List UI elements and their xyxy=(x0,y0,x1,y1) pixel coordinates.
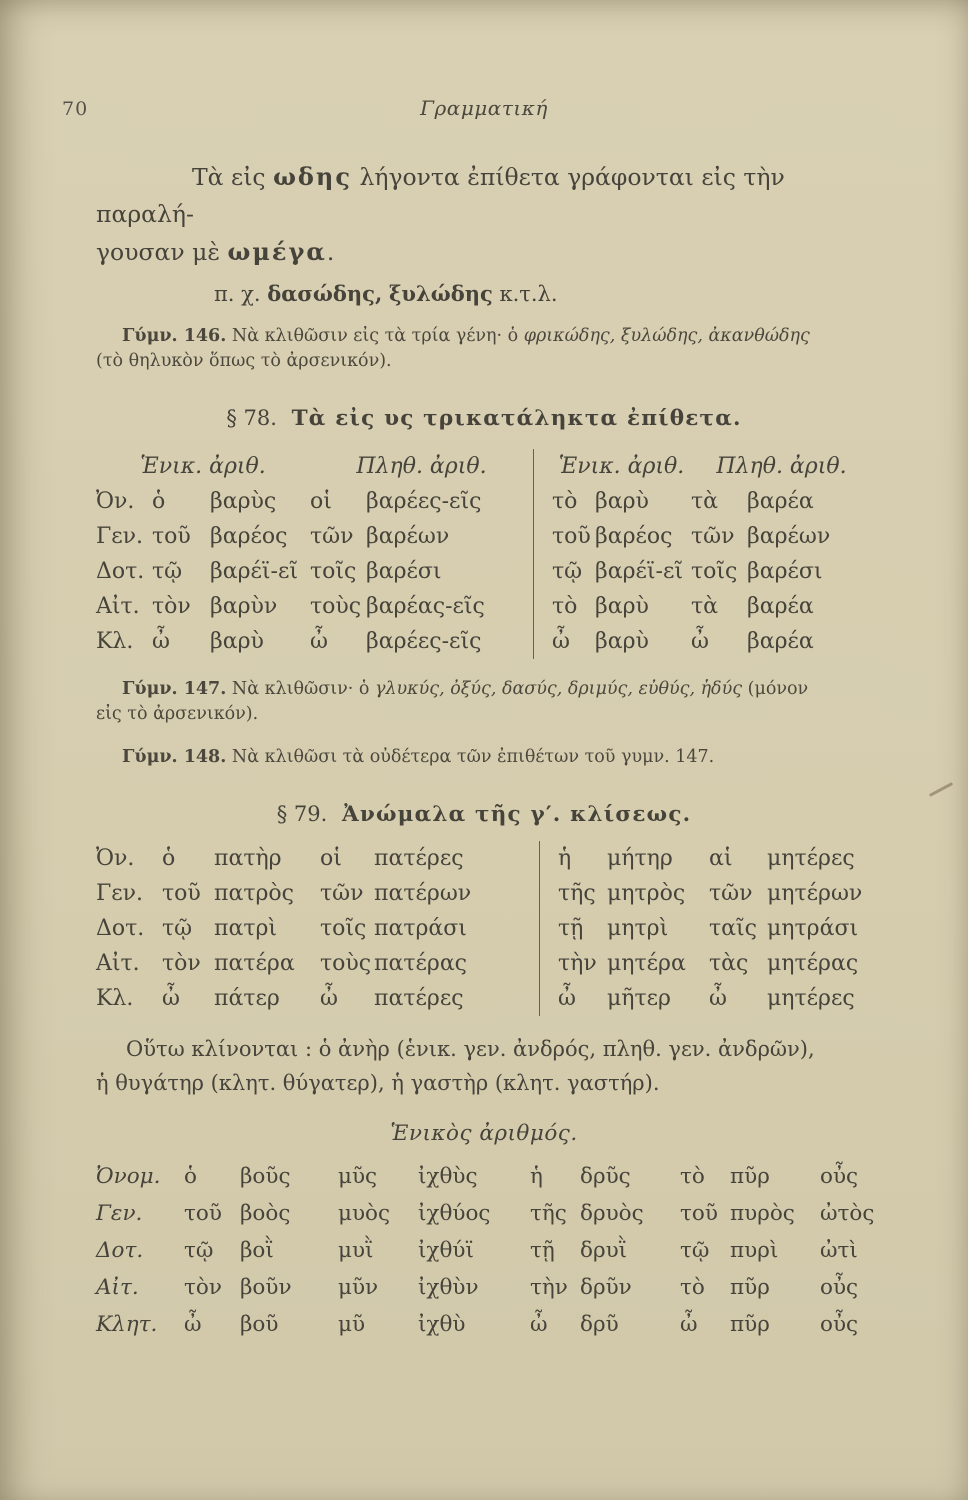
intro-paragraph xyxy=(96,158,872,271)
article: τὴν xyxy=(539,946,607,981)
form: βαρὺ xyxy=(595,629,649,654)
article: ὁ xyxy=(184,1164,197,1189)
section-number: § 78. xyxy=(226,406,277,430)
article: τῶν xyxy=(310,524,354,549)
form: βαρέος xyxy=(595,524,673,549)
article: ὦ xyxy=(320,986,338,1011)
table-78-header-row xyxy=(96,449,872,484)
form: δρυὸς xyxy=(580,1201,644,1226)
form: μητράσι xyxy=(767,916,859,941)
article: τῷ xyxy=(152,559,183,584)
form: πατέρες xyxy=(374,986,464,1011)
form: βαρέας-εῖς xyxy=(366,594,485,619)
article: ὦ xyxy=(162,986,180,1011)
case-label: Κλ. xyxy=(96,629,134,654)
form: δρῦς xyxy=(580,1164,631,1189)
form: μυὸς xyxy=(338,1201,391,1226)
running-header: Γραμματική xyxy=(420,96,548,120)
exercise-label: Γύμν. 148. xyxy=(122,747,227,767)
case-label: Δοτ. xyxy=(96,1238,144,1263)
singular-nouns-table xyxy=(96,1158,875,1343)
article: αἱ xyxy=(709,846,733,871)
table-row xyxy=(96,911,872,946)
form: μυῒ xyxy=(338,1238,374,1263)
case-label: Αἰτ. xyxy=(96,1275,139,1300)
article: τὸ xyxy=(680,1164,705,1189)
article: τὸ xyxy=(680,1275,705,1300)
table-row xyxy=(96,554,872,589)
table-row xyxy=(96,1158,872,1195)
article: τῷ xyxy=(162,916,193,941)
article: τῷ xyxy=(680,1238,710,1263)
page-number: 70 xyxy=(62,98,89,120)
form: οὖς xyxy=(820,1164,859,1189)
examples-line xyxy=(214,281,872,306)
case-label: Γεν. xyxy=(96,524,144,549)
form: βαρέσι xyxy=(747,559,823,584)
article: τοὺς xyxy=(320,951,372,976)
form: πατρὶ xyxy=(214,916,278,941)
form: ἰχθύϊ xyxy=(418,1238,474,1263)
form: πυρὶ xyxy=(730,1238,779,1263)
article: ὦ xyxy=(533,624,595,659)
article: τὸν xyxy=(184,1275,222,1300)
form: βαρέες-εῖς xyxy=(366,489,482,514)
form: πυρὸς xyxy=(730,1201,795,1226)
intro-text: λήγοντα ἐπίθετα γράφονται εἰς τὴν παραλή- xyxy=(96,163,785,228)
intro-text: Τὰ εἰς xyxy=(192,163,266,191)
form: πατέρων xyxy=(374,881,472,906)
pencil-mark xyxy=(929,782,953,797)
intro-bold-omega: ωμέγα xyxy=(227,237,327,266)
column-header: Πληθ. ἀριθ. xyxy=(356,454,487,479)
form: βοῒ xyxy=(240,1238,274,1263)
form: βαρέσι xyxy=(366,559,442,584)
form: μητρὸς xyxy=(607,881,686,906)
form: βαρὺς xyxy=(210,489,277,514)
case-label: Δοτ. xyxy=(96,916,145,941)
examples-prefix: π. χ. xyxy=(214,282,261,306)
article: τοῖς xyxy=(320,916,367,941)
intro-period: . xyxy=(326,238,335,266)
form: μητέρες xyxy=(767,986,855,1011)
form: βαρὺν xyxy=(210,594,278,619)
case-label: Ὀνομ. xyxy=(96,1164,161,1189)
article: τοὺς xyxy=(310,594,362,619)
declension-table-79 xyxy=(96,841,872,1016)
section-title: Τὰ εἰς υς τρικατάληκτα ἐπίθετα. xyxy=(291,406,742,431)
section-79-heading xyxy=(96,802,872,827)
case-label: Κλ. xyxy=(96,986,134,1011)
form: βαρὺ xyxy=(210,629,264,654)
form: βαρέα xyxy=(747,489,814,514)
form: βαρὺ xyxy=(595,489,649,514)
article: ὦ xyxy=(709,986,727,1011)
note-line: Οὕτω κλίνονται : ὁ ἀνὴρ (ἑνικ. γεν. ἀνδρός, πληθ. γεν. ἀνδρῶν), xyxy=(126,1037,815,1061)
article: τοῖς xyxy=(691,559,738,584)
article: τοῦ xyxy=(152,524,191,549)
form: πῦρ xyxy=(730,1275,770,1300)
article: τῆς xyxy=(539,876,607,911)
article: τοῦ xyxy=(680,1201,718,1226)
declension-table-78 xyxy=(96,449,872,659)
form: πατέρας xyxy=(374,951,467,976)
form: πατέρες xyxy=(374,846,464,871)
form: ἰχθὺς xyxy=(418,1164,478,1189)
article: ταῖς xyxy=(709,916,757,941)
case-label: Ὀν. xyxy=(96,489,135,514)
note-line: ἡ θυγάτηρ (κλητ. θύγατερ), ἡ γαστὴρ (κλητ. γαστήρ). xyxy=(96,1071,660,1095)
article: τοῦ xyxy=(162,881,201,906)
table-row xyxy=(96,1232,872,1269)
article: τῶν xyxy=(320,881,364,906)
form: οὖς xyxy=(820,1312,859,1337)
article: ὦ xyxy=(691,629,709,654)
case-label: Κλητ. xyxy=(96,1312,158,1337)
form: βαρὺ xyxy=(595,594,649,619)
form: ὠτὶ xyxy=(820,1238,858,1263)
article: τῇ xyxy=(530,1238,555,1263)
article: τὰ xyxy=(691,489,719,514)
form: βαρέος xyxy=(210,524,288,549)
exercise-adjectives: φρικώδης, ξυλώδης, ἀκανθώδης xyxy=(523,326,810,346)
form: πάτερ xyxy=(214,986,280,1011)
exercise-148 xyxy=(96,745,872,770)
article: τὸ xyxy=(533,589,595,624)
section-78-heading xyxy=(96,406,872,431)
form: μῦ xyxy=(338,1312,366,1337)
form: ὠτὸς xyxy=(820,1201,875,1226)
exercise-tail: (μόνον xyxy=(747,679,809,699)
form: μῦν xyxy=(338,1275,379,1300)
exercise-146 xyxy=(96,324,872,374)
form: μητέρας xyxy=(767,951,859,976)
exercise-text: Νὰ κλιθῶσι τὰ οὐδέτερα τῶν ἐπιθέτων τοῦ γυμν. 147. xyxy=(231,747,715,767)
article: τῶν xyxy=(709,881,753,906)
form: βοὸς xyxy=(240,1201,291,1226)
article: τοῦ xyxy=(533,519,595,554)
form: μητέρες xyxy=(767,846,855,871)
article: τὸ xyxy=(533,484,595,519)
article: ὦ xyxy=(680,1312,698,1337)
table-row xyxy=(96,484,872,519)
article: τὸν xyxy=(162,951,201,976)
table-row xyxy=(96,624,872,659)
section-title: Ἀνώμαλα τῆς γ′. κλίσεως. xyxy=(341,802,692,827)
case-label: Αἰτ. xyxy=(96,951,140,976)
column-header: Ἑνικ. ἀριθ. xyxy=(140,454,266,479)
exercise-label: Γύμν. 147. xyxy=(122,679,227,699)
form: πατὴρ xyxy=(214,846,282,871)
table-row xyxy=(96,589,872,624)
exercise-147 xyxy=(96,677,872,727)
form: βαρέων xyxy=(366,524,450,549)
intro-bold-suffix: ωδης xyxy=(273,162,352,191)
form: βαρέες-εῖς xyxy=(366,629,482,654)
article: ὦ xyxy=(310,629,328,654)
form: δρῦ xyxy=(580,1312,619,1337)
exercise-adjectives: γλυκύς, ὀξύς, δασύς, δριμύς, εὐθύς, ἡδύς xyxy=(374,679,743,699)
form: πῦρ xyxy=(730,1164,770,1189)
table-row xyxy=(96,1269,872,1306)
article: ὦ xyxy=(530,1312,548,1337)
form: βαρέϊ-εῖ xyxy=(595,559,683,584)
article: τοῖς xyxy=(310,559,357,584)
table-row xyxy=(96,1195,875,1232)
article: ὁ xyxy=(152,489,166,514)
article: τοῦ xyxy=(184,1201,222,1226)
exercise-text: Νὰ κλιθῶσιν· ὁ xyxy=(231,679,370,699)
case-label: Δοτ. xyxy=(96,559,145,584)
form: ἰχθὺ xyxy=(418,1312,466,1337)
form: πατράσι xyxy=(374,916,467,941)
form: βαρέα xyxy=(747,629,814,654)
form: μητέρα xyxy=(607,951,686,976)
form: ἰχθὺν xyxy=(418,1275,479,1300)
article: τῷ xyxy=(533,554,595,589)
article: ὦ xyxy=(152,629,170,654)
case-label: Ὀν. xyxy=(96,846,135,871)
form: μητέρων xyxy=(767,881,863,906)
column-header: Ἑνικ. ἀριθ. xyxy=(533,449,691,484)
form: πῦρ xyxy=(730,1312,770,1337)
article: ἡ xyxy=(539,841,607,876)
article: τῇ xyxy=(539,911,607,946)
example-word: δασώδης, xyxy=(267,281,383,306)
article: τὰς xyxy=(709,951,749,976)
form: πατρὸς xyxy=(214,881,294,906)
table-row xyxy=(96,876,872,911)
form: βοῦς xyxy=(240,1164,291,1189)
example-word: ξυλώδης xyxy=(388,281,493,306)
article: τῆς xyxy=(530,1201,567,1226)
article: ἡ xyxy=(530,1164,543,1189)
form: μήτηρ xyxy=(607,846,673,871)
article: τὰ xyxy=(691,594,719,619)
note-paragraph xyxy=(96,1032,872,1100)
form: πατέρα xyxy=(214,951,295,976)
exercise-text: Νὰ κλιθῶσιν εἰς τὰ τρία γένη· ὁ xyxy=(231,326,519,346)
article: ὁ xyxy=(162,846,176,871)
column-header: Πληθ. ἀριθ. xyxy=(716,454,847,479)
exercise-label: Γύμν. 146. xyxy=(122,326,227,346)
form: βοῦ xyxy=(240,1312,279,1337)
form: βαρέα xyxy=(747,594,814,619)
page-header xyxy=(62,96,872,124)
article: ὦ xyxy=(539,981,607,1016)
singular-number-title: Ἑνικὸς ἀριθμός. xyxy=(390,1121,578,1146)
table-row xyxy=(96,1306,872,1343)
article: ὦ xyxy=(184,1312,202,1337)
intro-text: γουσαν μὲ xyxy=(96,238,221,266)
section-number: § 79. xyxy=(276,802,328,826)
form: βοῦν xyxy=(240,1275,292,1300)
article: τῶν xyxy=(691,524,735,549)
form: βαρέϊ-εῖ xyxy=(210,559,298,584)
table-row xyxy=(96,946,872,981)
form: δρῦν xyxy=(580,1275,632,1300)
case-label: Αἰτ. xyxy=(96,594,140,619)
exercise-tail: εἰς τὸ ἀρσενικόν). xyxy=(96,704,259,724)
form: δρυῒ xyxy=(580,1238,628,1263)
case-label: Γεν. xyxy=(96,1201,143,1226)
article: οἱ xyxy=(320,846,342,871)
article: οἱ xyxy=(310,489,332,514)
form: οὖς xyxy=(820,1275,859,1300)
case-label: Γεν. xyxy=(96,881,144,906)
form: μῦς xyxy=(338,1164,378,1189)
form: βαρέων xyxy=(747,524,831,549)
form: ἰχθύος xyxy=(418,1201,491,1226)
examples-suffix: κ.τ.λ. xyxy=(499,282,558,306)
exercise-tail: (τὸ θηλυκὸν ὅπως τὸ ἀρσενικόν). xyxy=(96,351,392,371)
article: τὸν xyxy=(152,594,191,619)
table-row xyxy=(96,981,872,1016)
form: μῆτερ xyxy=(607,986,671,1011)
article: τὴν xyxy=(530,1275,568,1300)
table-row xyxy=(96,519,872,554)
form: μητρὶ xyxy=(607,916,669,941)
table-row xyxy=(96,841,872,876)
article: τῷ xyxy=(184,1238,214,1263)
